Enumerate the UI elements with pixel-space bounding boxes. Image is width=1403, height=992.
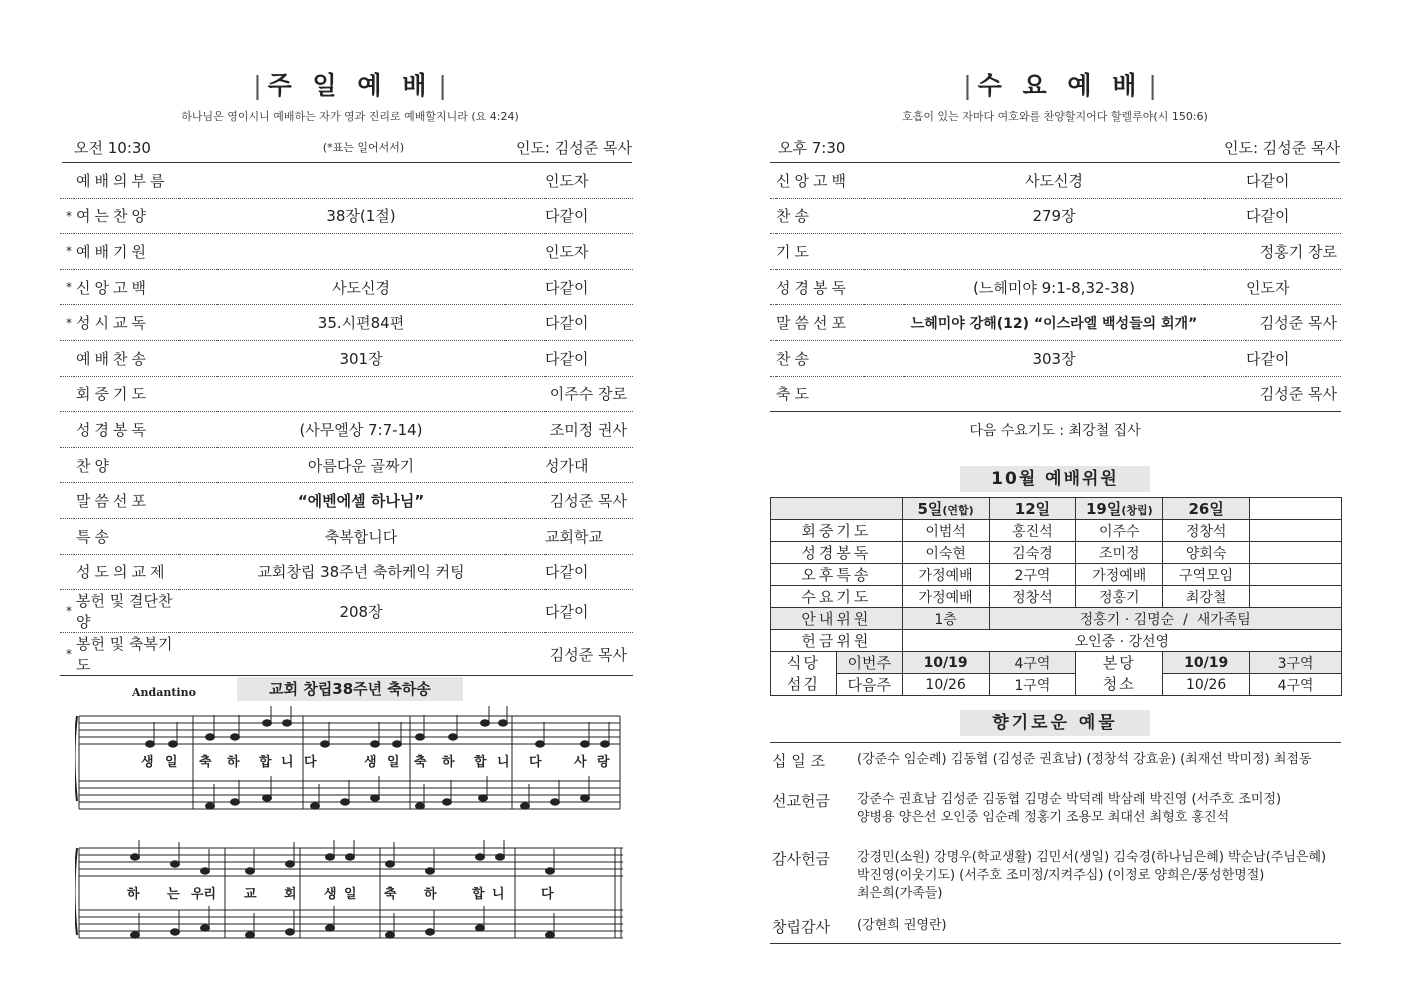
duty-row <box>771 586 1342 608</box>
duty-meal-label-1: 식당 <box>786 653 820 672</box>
stand-mark <box>60 483 74 519</box>
note-head <box>581 741 590 747</box>
order-by: 김성준 목사 <box>1246 305 1341 341</box>
note-head <box>416 803 425 809</box>
sunday-order-row <box>60 340 633 376</box>
note-head <box>546 868 555 874</box>
order-content <box>217 633 505 676</box>
order-by: 다같이 <box>1246 340 1341 376</box>
note-head <box>131 854 140 860</box>
note-head <box>283 720 292 726</box>
order-content: (사무엘상 7:7-14) <box>217 412 505 448</box>
offering-names <box>857 917 947 935</box>
order-by: 인도자 <box>1246 269 1341 305</box>
note-head <box>201 925 210 931</box>
duty-meal-nw-date: 10/26 <box>902 674 989 696</box>
duty-offering-row <box>771 630 1342 652</box>
order-item: 신앙고백 <box>776 163 864 198</box>
sunday-verse: 하나님은 영이시니 예배하는 자가 영과 진리로 예배할지니라 (요 4:24) <box>181 110 519 123</box>
duty-this-week: 이번주 <box>836 652 902 674</box>
note-head <box>171 861 180 867</box>
duty-row-label: 회중기도 <box>771 520 903 542</box>
order-content <box>217 234 505 270</box>
order-by: 김성준 목사 <box>545 483 633 519</box>
wednesday-order-table <box>770 163 1341 412</box>
order-item: 성경봉독 <box>776 269 864 305</box>
lyric-syllable: 축 <box>414 755 427 770</box>
lyric-syllable: 랑 <box>597 755 610 770</box>
order-content: 사도신경 <box>904 163 1204 198</box>
note-head <box>201 868 210 874</box>
stand-mark: * <box>60 269 74 305</box>
duty-clean-tw-team: 3구역 <box>1250 652 1342 674</box>
sunday-order-row <box>60 412 633 448</box>
order-content <box>217 163 505 198</box>
order-by: 조미정 권사 <box>545 412 633 448</box>
note-head <box>131 932 140 938</box>
duty-cell: 정창석 <box>1163 520 1250 542</box>
wednesday-time: 오후 7:30 <box>778 138 846 157</box>
duty-cell: 조미정 <box>1076 542 1163 564</box>
order-item: 신앙고백 <box>74 269 179 305</box>
offerings-top-rule <box>770 742 1341 743</box>
lyric-syllable: 하 <box>442 755 455 770</box>
note-head <box>231 799 240 805</box>
order-by: 인도자 <box>545 163 633 198</box>
order-item: 성시교독 <box>74 305 179 341</box>
offering-names <box>857 849 1326 903</box>
order-item: 찬송 <box>776 340 864 376</box>
order-content: 느헤미야 강해(12) “이스라엘 백성들의 회개” <box>904 305 1204 341</box>
order-content <box>904 376 1204 412</box>
lyric-syllable: 일 <box>387 755 400 770</box>
order-by: 김성준 목사 <box>545 633 633 676</box>
order-by: 김성준 목사 <box>1246 376 1341 412</box>
duty-cell: 가정예배 <box>1076 564 1163 586</box>
offerings-list <box>772 750 1342 940</box>
order-by: 다같이 <box>545 269 633 305</box>
order-item: 기도 <box>776 234 864 270</box>
offering-names-line: (강준수 임순례) 김동협 (김성준 권효남) (정창석 강효윤) (최재선 박미정) 최점동 <box>857 752 1312 767</box>
song-tempo: Andantino <box>132 686 196 699</box>
order-by: 이주수 장로 <box>545 376 633 412</box>
note-head <box>479 795 488 801</box>
song-lyrics-line-2 <box>75 883 630 901</box>
note-head <box>581 795 590 801</box>
lyric-syllable: 하 <box>424 887 437 902</box>
duty-date <box>902 498 989 520</box>
duty-date-day: 12일 <box>1014 500 1051 518</box>
order-content <box>904 234 1204 270</box>
duty-date-note: (창립) <box>1121 504 1153 517</box>
offering-label: 감사헌금 <box>772 850 830 868</box>
note-head <box>476 854 485 860</box>
duty-date-note: (연합) <box>942 504 974 517</box>
stand-mark: * <box>60 305 74 341</box>
offering-names-line: 최은희(가족들) <box>857 886 943 901</box>
lyric-syllable: 니 <box>281 755 294 770</box>
duty-meal-row-next <box>771 674 1342 696</box>
duty-table <box>770 497 1342 696</box>
sunday-order-row <box>60 633 633 676</box>
offering-names-line: 박진영(이웃기도) (서주호 조미정/지켜주심) (이정로 양희은/풍성한명절) <box>857 868 1265 883</box>
duty-offering-people: 오인중 · 강선영 <box>902 630 1341 652</box>
duty-meal-row <box>771 652 1342 674</box>
note-head <box>371 741 380 747</box>
lyric-syllable: 축 <box>384 887 397 902</box>
order-by: 다같이 <box>545 554 633 590</box>
duty-date <box>1163 498 1250 520</box>
note-head <box>326 854 335 860</box>
sunday-order-row <box>60 518 633 554</box>
order-by: 다같이 <box>1246 198 1341 234</box>
stand-mark <box>60 447 74 483</box>
duty-meal-tw-team: 4구역 <box>989 652 1076 674</box>
wednesday-order-row <box>770 163 1341 198</box>
note-head <box>246 932 255 938</box>
lyric-syllable: 합 <box>474 755 487 770</box>
sunday-time: 오전 10:30 <box>74 138 151 157</box>
duty-meal-tw-date: 10/19 <box>902 652 989 674</box>
duty-guide-people: 정홍기 · 김명순 / 새가족팀 <box>989 608 1341 630</box>
offering-names <box>857 751 1312 769</box>
order-by: 다같이 <box>1246 163 1341 198</box>
note-head <box>386 932 395 938</box>
order-item: 봉헌 및 축복기도 <box>74 633 179 676</box>
lyric-syllable: 일 <box>165 755 178 770</box>
duty-cell: 정홍기 <box>1076 586 1163 608</box>
order-item: 예배기원 <box>74 234 179 270</box>
wednesday-verse: 호흡이 있는 자마다 여호와를 찬양할지어다 할렐루야(시 150:6) <box>902 110 1208 123</box>
lyric-syllable: 하 <box>227 755 240 770</box>
note-head <box>546 932 555 938</box>
duty-cell: 가정예배 <box>902 586 989 608</box>
order-by: 정홍기 장로 <box>1246 234 1341 270</box>
note-head <box>521 803 530 809</box>
note-head <box>206 803 215 809</box>
lyric-syllable: 우리 <box>191 887 217 902</box>
wednesday-title: | 수 요 예 배 | <box>963 71 1157 100</box>
offering-label: 십 일 조 <box>772 752 826 770</box>
note-head <box>321 741 330 747</box>
offering-names-line: 양병용 양은선 오인중 임순례 정홍기 조용모 최대선 최형호 홍진석 <box>857 810 1230 825</box>
order-by: 다같이 <box>545 198 633 234</box>
sunday-order-row <box>60 554 633 590</box>
wednesday-order-row <box>770 340 1341 376</box>
duty-offering-label: 헌금위원 <box>771 630 903 652</box>
stand-mark: * <box>60 198 74 234</box>
lyric-syllable: 생 <box>364 755 377 770</box>
duty-clean-label-2: 청소 <box>1102 674 1136 693</box>
duty-guide-row <box>771 608 1342 630</box>
lyric-syllable: 생 <box>141 755 154 770</box>
note-head <box>326 925 335 931</box>
sunday-leader: 인도: 김성준 목사 <box>515 138 632 157</box>
order-item: 예배의부름 <box>74 163 179 198</box>
duty-meal-nw-team: 1구역 <box>989 674 1076 696</box>
note-head <box>416 734 425 740</box>
order-content: 교회창립 38주년 축하케익 커팅 <box>217 554 505 590</box>
duty-date-day: 5일 <box>917 500 943 518</box>
duty-date-day: 26일 <box>1188 500 1224 518</box>
duty-cell: 정창석 <box>989 586 1076 608</box>
lyric-syllable: 니 <box>492 887 505 902</box>
order-item: 찬양 <box>74 447 179 483</box>
lyric-syllable: 일 <box>344 887 357 902</box>
sunday-order-row <box>60 163 633 198</box>
note-head <box>286 929 295 935</box>
note-head <box>443 799 452 805</box>
wednesday-order-row <box>770 198 1341 234</box>
duty-next-week: 다음주 <box>836 674 902 696</box>
order-by: 교회학교 <box>545 518 633 554</box>
duty-cell: 이주수 <box>1076 520 1163 542</box>
note-head <box>551 799 560 805</box>
order-content: 303장 <box>904 340 1204 376</box>
note-head <box>286 861 295 867</box>
order-by: 다같이 <box>545 340 633 376</box>
stand-mark <box>60 163 74 198</box>
lyric-syllable: 다 <box>541 887 554 902</box>
note-head <box>496 854 505 860</box>
duty-date <box>1076 498 1163 520</box>
duty-clean-nw-team: 4구역 <box>1250 674 1342 696</box>
note-head <box>449 734 458 740</box>
song-lyrics-line-1 <box>75 751 625 769</box>
sunday-order-row <box>60 483 633 519</box>
order-content <box>217 376 505 412</box>
offering-names-line: 강경민(소원) 강명우(학교생활) 김민서(생일) 김숙경(하나님은혜) 박순남(주님은혜) <box>857 850 1327 865</box>
order-by: 인도자 <box>545 234 633 270</box>
offering-names-line: (강현희 권영란) <box>857 918 947 933</box>
duty-clean-tw-date: 10/19 <box>1163 652 1250 674</box>
order-content: 35.시편84편 <box>217 305 505 341</box>
note-head <box>263 795 272 801</box>
lyric-syllable: 니 <box>497 755 510 770</box>
note-head <box>393 741 402 747</box>
lyric-syllable: 사 <box>574 755 587 770</box>
order-item: 말씀선포 <box>74 483 179 519</box>
duty-clean-label-1: 본당 <box>1102 653 1136 672</box>
duty-row <box>771 520 1342 542</box>
note-head <box>601 741 610 747</box>
note-head <box>146 741 155 747</box>
order-item: 여는찬양 <box>74 198 179 234</box>
stand-mark: * <box>60 590 74 633</box>
duty-row <box>771 542 1342 564</box>
lyric-syllable: 다 <box>529 755 542 770</box>
order-item: 봉헌 및 결단찬양 <box>74 590 179 633</box>
order-content: 301장 <box>217 340 505 376</box>
note-head <box>481 720 490 726</box>
offerings-title: 향기로운 예물 <box>960 710 1150 736</box>
order-content: (느헤미야 9:1-8,32-38) <box>904 269 1204 305</box>
duty-row-label: 오후특송 <box>771 564 903 586</box>
offerings-bottom-rule <box>770 943 1341 944</box>
wednesday-order-row <box>770 269 1341 305</box>
order-item: 성경봉독 <box>74 412 179 448</box>
duty-row-label: 수요기도 <box>771 586 903 608</box>
duty-clean-nw-date: 10/26 <box>1163 674 1250 696</box>
order-content: “에벤에셀 하나님” <box>217 483 505 519</box>
lyric-syllable: 축 <box>199 755 212 770</box>
stand-mark <box>60 340 74 376</box>
duty-cell: 구역모임 <box>1163 564 1250 586</box>
sunday-order-table <box>60 163 633 676</box>
lyric-syllable: 회 <box>284 887 297 902</box>
duty-meal-label <box>771 652 837 696</box>
sunday-order-row <box>60 376 633 412</box>
order-item: 회중기도 <box>74 376 179 412</box>
note-head <box>246 868 255 874</box>
order-item: 예배찬송 <box>74 340 179 376</box>
note-head <box>386 861 395 867</box>
duty-cell: 이숙현 <box>902 542 989 564</box>
order-content: 38장(1절) <box>217 198 505 234</box>
order-by: 성가대 <box>545 447 633 483</box>
note-head <box>476 925 485 931</box>
wednesday-order-row <box>770 305 1341 341</box>
duty-row-label: 성경봉독 <box>771 542 903 564</box>
sunday-meta <box>62 132 632 163</box>
lyric-syllable: 하 <box>127 887 140 902</box>
next-wednesday-prayer: 다음 수요기도 : 최강철 집사 <box>969 423 1141 439</box>
stand-mark <box>60 518 74 554</box>
stand-mark: * <box>60 234 74 270</box>
sunday-stand-note: (*표는 일어서서) <box>322 141 405 154</box>
duty-cell: 이범석 <box>902 520 989 542</box>
note-head <box>499 720 508 726</box>
duty-clean-label <box>1076 652 1163 696</box>
order-content: 208장 <box>217 590 505 633</box>
duty-cell: 최강철 <box>1163 586 1250 608</box>
wednesday-meta <box>770 132 1340 163</box>
order-content: 279장 <box>904 198 1204 234</box>
duty-title: 10월 예배위원 <box>960 466 1150 492</box>
stand-mark <box>60 554 74 590</box>
note-head <box>206 734 215 740</box>
note-head <box>341 799 350 805</box>
note-head <box>346 854 355 860</box>
sunday-order-row <box>60 305 633 341</box>
sunday-order-row <box>60 198 633 234</box>
duty-guide-floor: 1층 <box>902 608 989 630</box>
duty-cell: 2구역 <box>989 564 1076 586</box>
wednesday-leader: 인도: 김성준 목사 <box>1223 138 1340 157</box>
stand-mark <box>60 376 74 412</box>
note-head <box>311 803 320 809</box>
stand-mark: * <box>60 633 74 676</box>
duty-meal-label-2: 섬김 <box>786 674 820 693</box>
duty-guide-label: 안내위원 <box>771 608 903 630</box>
note-head <box>536 741 545 747</box>
duty-cell: 홍진석 <box>989 520 1076 542</box>
order-content: 사도신경 <box>217 269 505 305</box>
lyric-syllable: 다 <box>304 755 317 770</box>
offering-label: 선교헌금 <box>772 792 830 810</box>
lyric-syllable: 합 <box>472 887 485 902</box>
note-head <box>426 929 435 935</box>
sunday-order-row <box>60 234 633 270</box>
order-content: 축복합니다 <box>217 518 505 554</box>
note-head <box>263 720 272 726</box>
song-title: 교회 창립38주년 축하송 <box>237 677 463 701</box>
note-head <box>171 929 180 935</box>
duty-header-row <box>771 498 1342 520</box>
order-item: 찬송 <box>776 198 864 234</box>
duty-cell: 가정예배 <box>902 564 989 586</box>
stand-mark <box>60 412 74 448</box>
note-head <box>371 795 380 801</box>
sunday-order-row <box>60 269 633 305</box>
duty-cell: 양회숙 <box>1163 542 1250 564</box>
duty-cell: 김숙경 <box>989 542 1076 564</box>
sunday-order-row <box>60 447 633 483</box>
note-head <box>426 868 435 874</box>
duty-row <box>771 564 1342 586</box>
offering-label: 창립감사 <box>772 918 830 936</box>
sunday-title: | 주 일 예 배 | <box>253 71 447 100</box>
wednesday-order-row <box>770 376 1341 412</box>
wednesday-order-row <box>770 234 1341 270</box>
offering-names-line: 강준수 권효남 김성준 김동협 김명순 박덕례 박삼례 박진영 (서주호 조미정) <box>857 792 1282 807</box>
order-item: 말씀선포 <box>776 305 864 341</box>
lyric-syllable: 교 <box>244 887 257 902</box>
order-by: 다같이 <box>545 590 633 633</box>
offering-names <box>857 791 1281 827</box>
order-item: 축도 <box>776 376 864 412</box>
order-item: 성도의교제 <box>74 554 179 590</box>
lyric-syllable: 는 <box>167 887 180 902</box>
duty-date-day: 19일 <box>1085 500 1122 518</box>
order-by: 다같이 <box>545 305 633 341</box>
note-head <box>231 734 240 740</box>
lyric-syllable: 합 <box>259 755 272 770</box>
lyric-syllable: 생 <box>324 887 337 902</box>
duty-date <box>989 498 1076 520</box>
note-head <box>169 741 178 747</box>
order-content: 아름다운 골짜기 <box>217 447 505 483</box>
sunday-order-row <box>60 590 633 633</box>
order-item: 특송 <box>74 518 179 554</box>
